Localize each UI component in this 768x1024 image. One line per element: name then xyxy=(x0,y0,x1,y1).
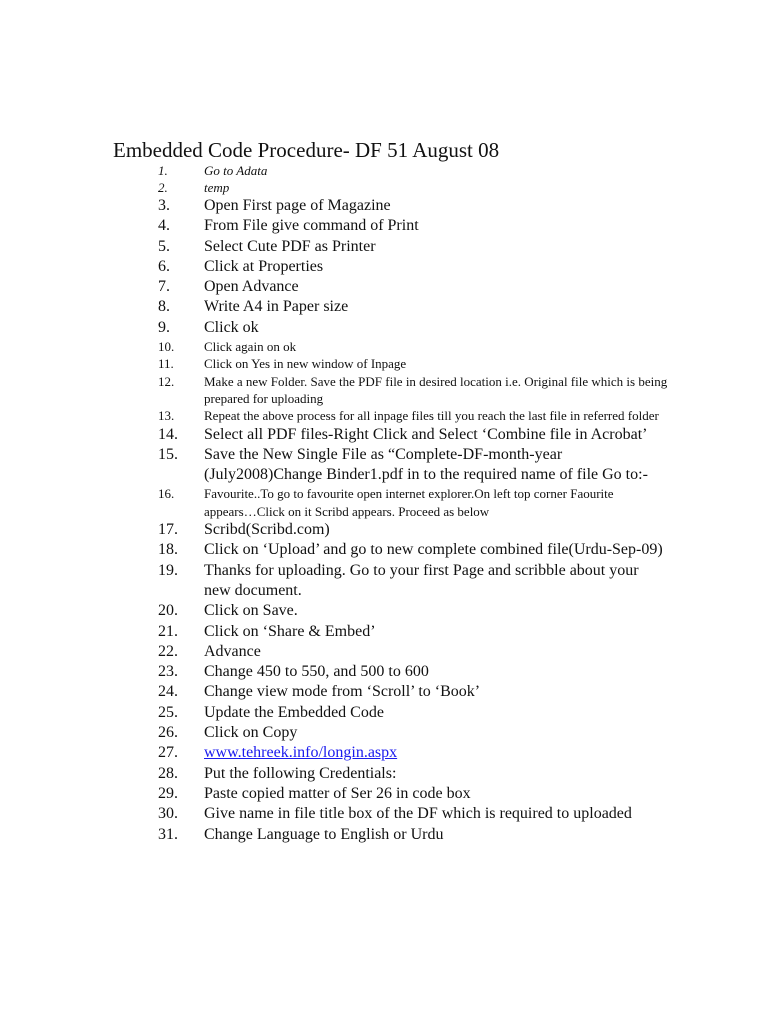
list-item xyxy=(0,561,768,602)
step-text: Favourite..To go to favourite open internet explorer.On left top corner Faourite appears…Click on it Scribd appears. Proceed as below xyxy=(204,486,614,519)
step-text: temp xyxy=(204,180,230,195)
list-item xyxy=(0,601,768,621)
step-number: 7. xyxy=(158,278,170,296)
step-text: Select all PDF files-Right Click and Select ‘Combine file in Acrobat’ xyxy=(204,425,648,443)
step-number: 18. xyxy=(158,541,178,559)
list-item xyxy=(0,485,768,520)
step-number: 31. xyxy=(158,825,178,843)
step-text: Repeat the above process for all inpage files till you reach the last file in referred folder xyxy=(204,408,659,424)
step-number: 13. xyxy=(158,408,175,424)
step-number: 16. xyxy=(158,486,175,502)
step-number: 9. xyxy=(158,318,170,336)
step-number: 20. xyxy=(158,602,178,620)
list-item xyxy=(0,743,768,763)
step-number: 26. xyxy=(158,724,178,742)
step-text: Open Advance xyxy=(204,278,299,296)
list-item xyxy=(0,277,768,297)
step-number: 14. xyxy=(158,425,178,443)
list-item xyxy=(0,425,768,445)
list-item xyxy=(0,764,768,784)
list-item xyxy=(0,723,768,743)
list-item xyxy=(0,373,768,408)
step-number: 21. xyxy=(158,622,178,640)
list-item xyxy=(0,804,768,824)
step-number: 2. xyxy=(158,180,168,195)
step-text: Click on ‘Share & Embed’ xyxy=(204,622,376,640)
list-item xyxy=(0,520,768,540)
step-text: Make a new Folder. Save the PDF file in desired location i.e. Original file which is being prepared for uploading xyxy=(204,373,668,406)
steps-list xyxy=(0,162,768,845)
step-text: Click ok xyxy=(204,318,259,336)
step-number: 17. xyxy=(158,521,178,539)
list-item xyxy=(0,216,768,236)
step-text: Paste copied matter of Ser 26 in code box xyxy=(204,784,471,802)
step-text: Click on Yes in new window of Inpage xyxy=(204,356,407,372)
list-item xyxy=(0,196,768,216)
list-item xyxy=(0,682,768,702)
list-item xyxy=(0,355,768,372)
step-number: 4. xyxy=(158,217,170,235)
step-text: Go to Adata xyxy=(204,163,268,178)
step-text: Change 450 to 550, and 500 to 600 xyxy=(204,663,429,681)
step-number: 6. xyxy=(158,257,170,275)
step-number: 22. xyxy=(158,642,178,660)
step-number: 1. xyxy=(158,163,168,178)
step-text: Put the following Credentials: xyxy=(204,764,397,782)
list-item xyxy=(0,318,768,338)
step-text: Save the New Single File as “Complete-DF-month-year (July2008)Change Binder1.pdf in to the required name of file Go to:- xyxy=(204,445,648,484)
step-number: 30. xyxy=(158,805,178,823)
step-number: 11. xyxy=(158,356,174,372)
list-item xyxy=(0,662,768,682)
step-number: 24. xyxy=(158,683,178,701)
list-item xyxy=(0,179,768,196)
step-text: Click on Save. xyxy=(204,602,298,620)
list-item xyxy=(0,642,768,662)
step-text: From File give command of Print xyxy=(204,217,419,235)
list-item xyxy=(0,297,768,317)
step-text: Click again on ok xyxy=(204,339,297,355)
step-text: Click at Properties xyxy=(204,257,324,275)
step-number: 5. xyxy=(158,237,170,255)
step-number: 10. xyxy=(158,339,175,355)
step-text: Advance xyxy=(204,642,261,660)
step-text: Select Cute PDF as Printer xyxy=(204,237,376,255)
document-title: Embedded Code Procedure- DF 51 August 08 xyxy=(113,138,500,162)
step-number: 28. xyxy=(158,764,178,782)
step-number: 23. xyxy=(158,663,178,681)
step-text: Scribd(Scribd.com) xyxy=(204,521,330,539)
step-text: Change view mode from ‘Scroll’ to ‘Book’ xyxy=(204,683,481,701)
step-number: 27. xyxy=(158,744,178,762)
step-text: Update the Embedded Code xyxy=(204,703,384,721)
list-item xyxy=(0,784,768,804)
step-text: Write A4 in Paper size xyxy=(204,298,349,316)
step-text: Give name in file title box of the DF which is required to uploaded xyxy=(204,805,632,823)
step-text: Thanks for uploading. Go to your first Page and scribble about your new document. xyxy=(204,561,639,599)
step-number: 15. xyxy=(158,445,178,463)
list-item xyxy=(0,237,768,257)
list-item xyxy=(0,703,768,723)
step-text: Change Language to English or Urdu xyxy=(204,825,444,843)
step-number: 3. xyxy=(158,197,170,214)
list-item xyxy=(0,540,768,560)
step-number: 8. xyxy=(158,298,170,316)
step-link[interactable]: www.tehreek.info/longin.aspx xyxy=(204,744,398,762)
list-item xyxy=(0,622,768,642)
list-item xyxy=(0,445,768,486)
step-number: 12. xyxy=(158,373,175,389)
list-item xyxy=(0,257,768,277)
step-text: Click on ‘Upload’ and go to new complete combined file(Urdu-Sep-09) xyxy=(204,541,663,559)
step-number: 25. xyxy=(158,703,178,721)
list-item xyxy=(0,338,768,355)
step-number: 29. xyxy=(158,784,178,802)
step-number: 19. xyxy=(158,561,178,579)
step-text: Open First page of Magazine xyxy=(204,197,391,214)
list-item xyxy=(0,162,768,179)
step-text: Click on Copy xyxy=(204,724,298,742)
list-item xyxy=(0,407,768,424)
list-item xyxy=(0,825,768,845)
